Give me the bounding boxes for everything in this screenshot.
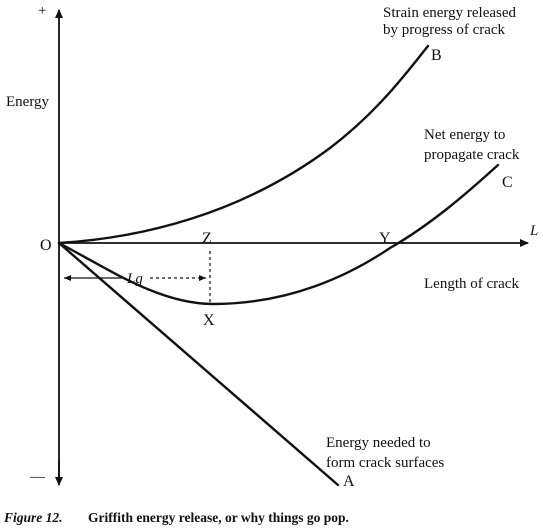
strain-curve-label-line2: by progress of crack (383, 22, 506, 38)
surface-line-end-label: A (343, 473, 355, 490)
strain-energy-curve (59, 46, 428, 243)
point-z-label: Z (202, 230, 212, 247)
net-curve-label-line1: Net energy to (424, 127, 506, 143)
net-curve-label-line2: propagate crack (424, 147, 520, 163)
point-y-label: Y (379, 230, 391, 247)
origin-label: O (40, 237, 52, 254)
y-axis-minus-sign: — (30, 469, 45, 485)
x-axis-symbol: L (530, 223, 539, 239)
strain-curve-end-label: B (431, 47, 442, 64)
figure-number: Figure 12. (4, 510, 63, 525)
figure-caption: Griffith energy release, or why things go pop. (88, 510, 349, 525)
surface-line-label-line2: form crack surfaces (326, 455, 445, 471)
net-curve-end-label: C (502, 174, 513, 191)
surface-energy-line (59, 243, 338, 485)
x-axis-caption: Length of crack (424, 276, 519, 292)
y-axis-label: Energy (6, 94, 50, 110)
point-x-label: X (203, 312, 215, 329)
y-axis-plus-sign: + (38, 3, 47, 19)
surface-line-label-line1: Energy needed to (326, 435, 431, 451)
lg-label: Lg (127, 271, 143, 287)
strain-curve-label-line1: Strain energy released (383, 5, 517, 21)
